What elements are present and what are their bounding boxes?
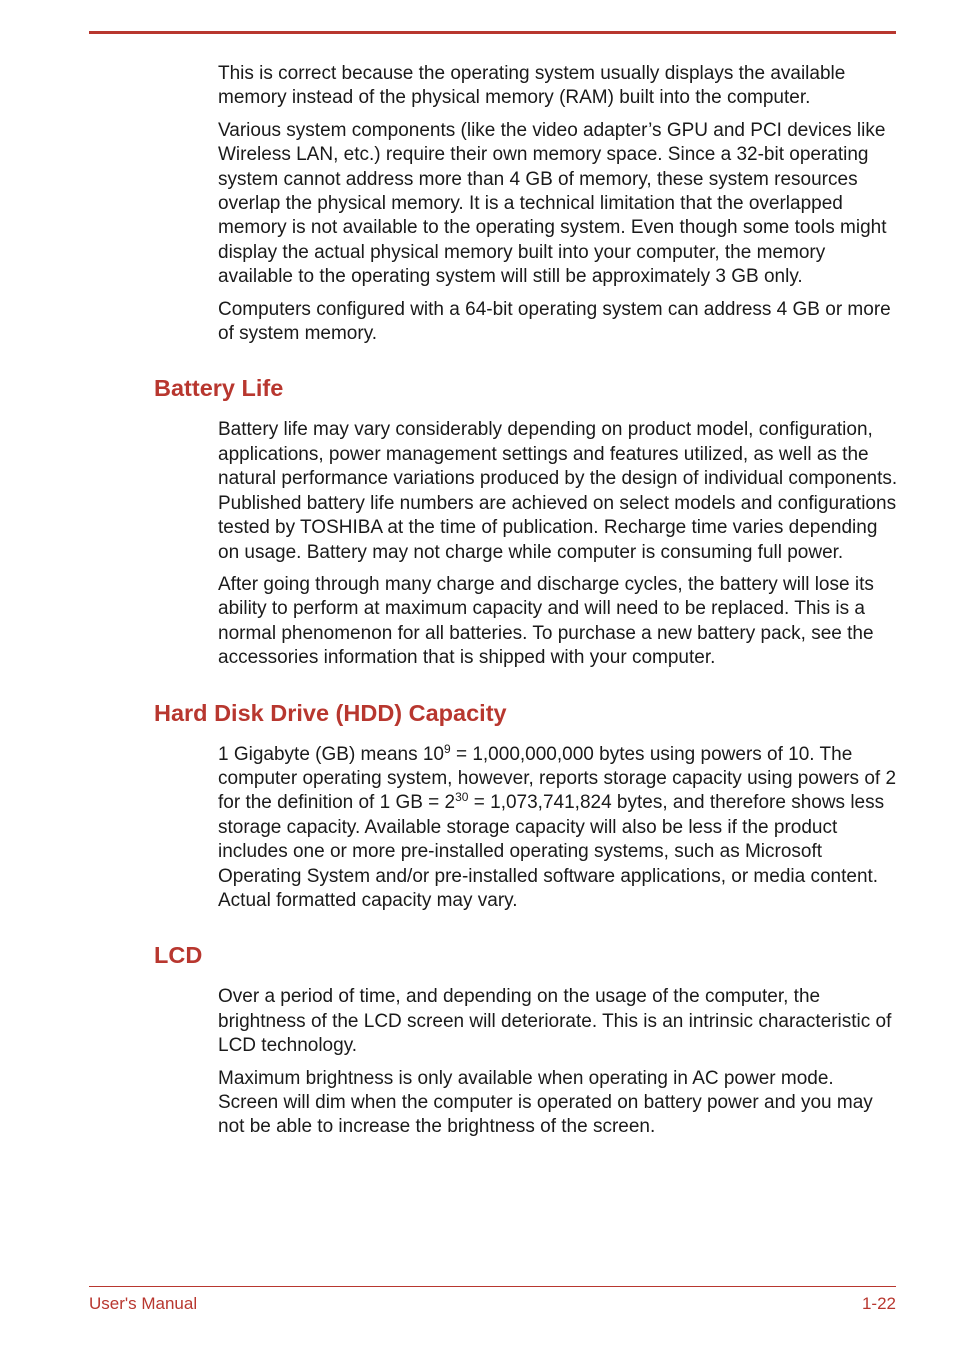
- hdd-exponent-9: 9: [444, 741, 451, 756]
- hdd-paragraph: [218, 743, 898, 914]
- battery-life-heading: Battery Life: [154, 375, 284, 402]
- lcd-paragraph-1: Over a period of time, and depending on the usage of the computer, the brightness of the LCD screen will deteriorate. This is an intrinsic characteristic of LCD technology.: [218, 986, 892, 1057]
- header-rule: [89, 31, 896, 34]
- lcd-paragraph-2: Maximum brightness is only available when operating in AC power mode. Screen will dim when the computer is operated on battery power and you may not be able to increase the brightness of the screen.: [218, 1067, 873, 1138]
- hdd-text-part-1: 1 Gigabyte (GB) means 10: [218, 743, 444, 765]
- footer-manual-title: User's Manual: [89, 1294, 198, 1313]
- intro-paragraph-1: This is correct because the operating system usually displays the available memory instead of the physical memory (RAM) built into the computer.: [218, 63, 846, 109]
- battery-paragraph-1: Battery life may vary considerably depending on product model, configuration, applications, power management settings and features utilized, as well as the natural performance variations produced by the design of individual components. Published battery life numbers are achieved on select models and configurations tested by TOSHIBA at the time of publication. Recharge time varies depending on usage. Battery may not charge while computer is consuming full power.: [218, 419, 898, 563]
- hdd-text-part-3: = 1,073,741,824 bytes, and therefore shows less storage capacity. Available storage capacity will also be less if the product includes one or more pre-installed operating systems, such as Microsoft Operating System and/or pre-installed software applications, or media content. Actual formatted capacity may vary.: [218, 792, 885, 911]
- hdd-text-part-2: = 1,000,000,000 bytes using powers of 10. The computer operating system, however, reports storage capacity using powers of 2 for the definition of 1 GB = 2: [218, 743, 897, 814]
- intro-paragraph-2: Various system components (like the video adapter’s GPU and PCI devices like Wireless LAN, etc.) require their own memory space. Since a 32-bit operating system cannot address more than 4 GB of memory, these system resources overlap the physical memory. It is a technical limitation that the overlapped memory is not available to the operating system. Even though some tools might display the actual physical memory built into your computer, the memory available to the operating system will still be approximately 3 GB only.: [218, 119, 887, 288]
- page-content: [0, 62, 954, 1148]
- intro-paragraph-3: Computers configured with a 64-bit operating system can address 4 GB or more of system memory.: [218, 298, 891, 345]
- battery-paragraph-2: After going through many charge and discharge cycles, the battery will lose its ability to perform at maximum capacity and will need to be replaced. This is a normal phenomenon for all batteries. To purchase a new battery pack, see the accessories information that is shipped with your computer.: [218, 573, 874, 669]
- lcd-heading: LCD: [154, 942, 203, 969]
- hdd-capacity-heading: Hard Disk Drive (HDD) Capacity: [154, 699, 507, 726]
- hdd-exponent-30: 30: [455, 790, 469, 805]
- footer-rule: [89, 1286, 896, 1287]
- footer-page-number: 1-22: [861, 1294, 896, 1313]
